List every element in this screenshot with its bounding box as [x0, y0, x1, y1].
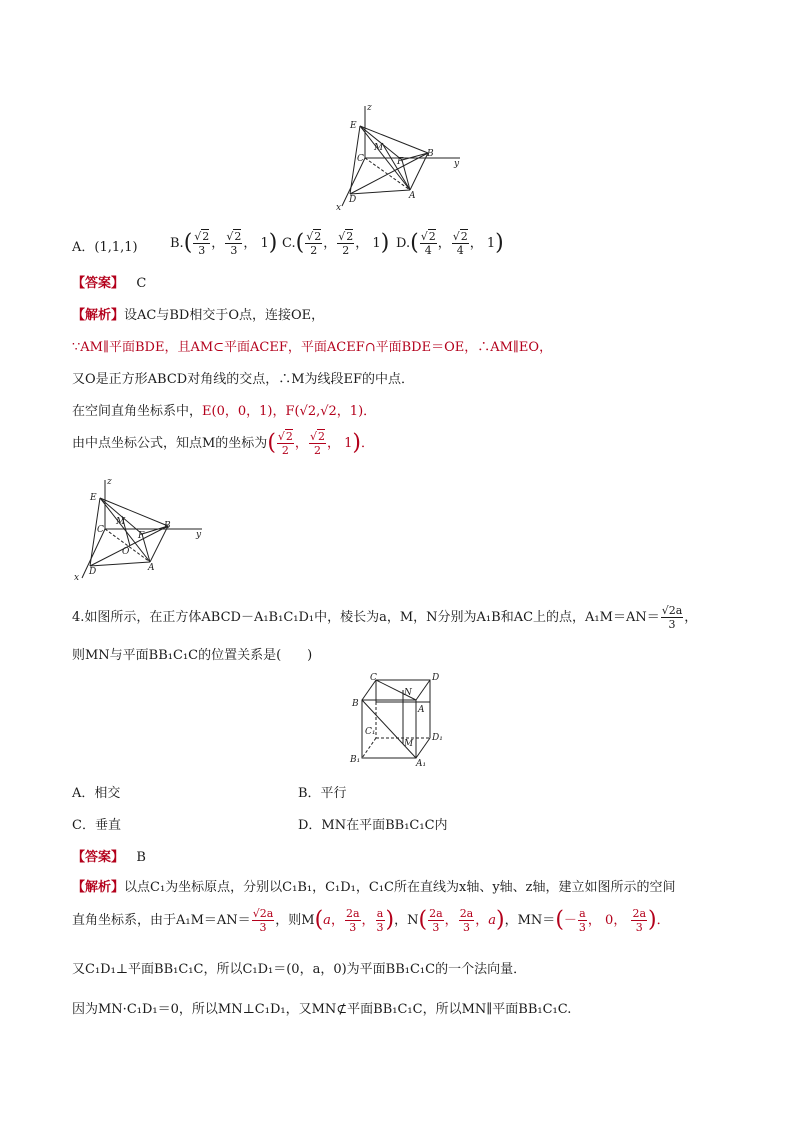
cube-label-N: N — [404, 688, 412, 698]
fig2-label-E: E — [90, 493, 97, 503]
fig1-label-B: B — [427, 149, 434, 159]
q4-answer: 【答案】 B — [72, 850, 146, 865]
q3-options — [72, 232, 138, 264]
cube-label-B: B — [352, 699, 359, 709]
q4-analysis-line1: 【解析】以点C₁为坐标原点，分别以C₁B₁，C₁D₁，C₁C所在直线为x轴、y轴、z轴，建立如图所示的空间 — [72, 880, 676, 895]
fig1-label-M: M — [374, 143, 384, 153]
q3-answer — [72, 272, 146, 291]
q4-analysis-line4: 因为MN·C₁D₁＝0，所以MN⊥C₁D₁，又MN⊄平面BB₁C₁C，所以MN∥平面BB₁C₁C. — [72, 1002, 572, 1017]
q4-analysis-line2: 直角坐标系，由于A₁M＝AN＝ $\frac{√2a}{3}$ ，则M(a， $\frac{2a}{3}$ ， $\frac{a}{3}$ )，N( $\frac{2a}{3}$ ， $\frac{2a}{3}$ ，a)，MN＝(－ $\frac{a}{3}$ ， 0， $\frac{2a}{3}$ )． — [72, 907, 670, 934]
q4-option-d: D．MN在平面BB₁C₁C内 — [298, 818, 448, 833]
fig1-label-C: C — [357, 154, 364, 164]
q4-option-b: B．平行 — [298, 786, 347, 801]
fig2-label-D: D — [89, 567, 97, 577]
fig2-label-M: M — [116, 517, 126, 527]
fig2-label-F: F — [138, 531, 145, 541]
cube-label-A: A — [418, 705, 425, 715]
q3-option-a: A．(1,1,1) — [72, 240, 138, 255]
fig2-label-C: C — [97, 525, 104, 535]
fig2-label-z: z — [107, 477, 112, 487]
fig1-label-E: E — [350, 121, 357, 131]
q3-analysis-line3: 又O是正方形ABCD对角线的交点，∴M为线段EF的中点． — [72, 372, 415, 387]
q3-analysis-line2: ∵AM∥平面BDE，且AM⊂平面ACEF，平面ACEF∩平面BDE＝OE，∴AM∥EO， — [72, 340, 553, 355]
q3-option-b: B.( $\frac{√2}{3}$ ， $\frac{√2}{3}$ ， 1) — [170, 230, 278, 257]
cube-label-C: C — [370, 673, 377, 683]
cube-label-D: D — [432, 673, 440, 683]
fig1-label-x: x — [336, 203, 342, 213]
q3-analysis-line5: 由中点坐标公式，知点M的坐标为( $\frac{√2}{2}$ ， $\frac{√2}{2}$ ， 1)． — [72, 430, 374, 457]
q4-stem-line2: 则MN与平面BB₁C₁C的位置关系是( ) — [72, 648, 313, 663]
cube-label-B1: B₁ — [350, 755, 361, 765]
figure-pyramid-2 — [70, 474, 210, 584]
fig1-label-z: z — [367, 103, 372, 113]
cube-label-M: M — [404, 739, 414, 749]
figure-cube — [346, 670, 456, 770]
cube-label-C1: C₁ — [365, 727, 376, 737]
q4-analysis-line3: 又C₁D₁⊥平面BB₁C₁C，所以C₁D₁＝(0，a，0)为平面BB₁C₁C的一个法向量． — [72, 962, 527, 977]
figure-pyramid-1 — [330, 98, 470, 213]
fig1-label-D: D — [349, 195, 357, 205]
q4-option-a: A．相交 — [72, 786, 121, 801]
q3-analysis-line1: 【解析】设AC与BD相交于O点，连接OE， — [72, 308, 325, 323]
cube-label-D1: D₁ — [432, 733, 443, 743]
fig1-label-A: A — [409, 191, 416, 201]
fig2-label-O: O — [122, 547, 130, 557]
answer-label: 【答案】 — [72, 276, 125, 291]
cube-label-A1: A₁ — [416, 759, 427, 769]
q3-analysis-line4: 在空间直角坐标系中，E(0，0，1)，F(√2,√2，1)． — [72, 404, 377, 419]
fig1-label-F: F — [397, 157, 404, 167]
q4-stem-line1: 4.如图所示，在正方体ABCD－A₁B₁C₁D₁中，棱长为a，M，N分别为A₁B和AC上的点，A₁M＝AN＝ $\frac{√2a}{3}$ ， — [72, 604, 698, 631]
q4-option-c: C．垂直 — [72, 818, 121, 833]
fig2-label-x: x — [74, 573, 80, 583]
fig2-label-B: B — [164, 521, 171, 531]
q3-option-c: C.( $\frac{√2}{2}$ ， $\frac{√2}{2}$ ， 1) — [282, 230, 390, 257]
fig1-label-y: y — [454, 159, 460, 169]
q3-option-d: D.( $\frac{√2}{4}$ ， $\frac{√2}{4}$ ， 1) — [396, 230, 504, 257]
fig2-label-A: A — [148, 563, 155, 573]
fig2-label-y: y — [196, 530, 202, 540]
answer-value: C — [136, 276, 147, 291]
